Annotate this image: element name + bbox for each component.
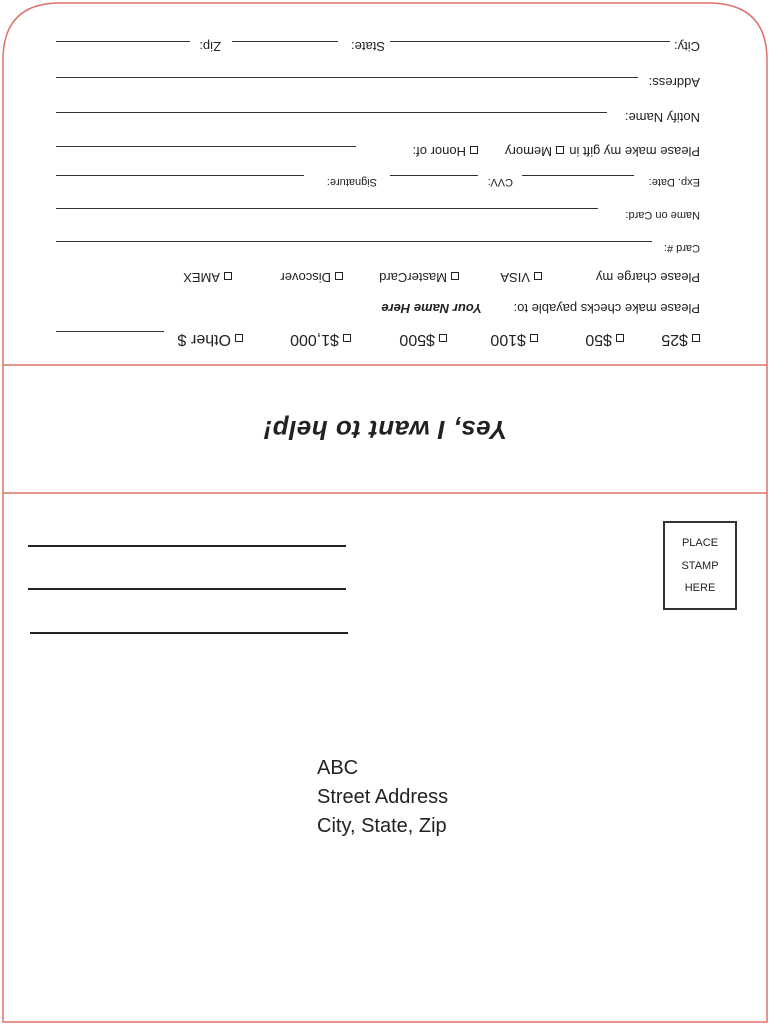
name-on-card-line[interactable] [56, 208, 598, 221]
recipient-street: Street Address [317, 786, 449, 808]
checkbox-icon[interactable] [235, 334, 243, 342]
exp-cvv-signature-row [0, 168, 770, 188]
address-label: Address: [648, 75, 700, 90]
checks-row [0, 296, 770, 316]
amount-row [0, 328, 770, 348]
checkbox-icon[interactable] [451, 272, 459, 280]
card-option-amex[interactable]: AMEX [183, 270, 232, 285]
recipient-address [317, 754, 448, 841]
checkbox-icon[interactable] [335, 272, 343, 280]
state-label: State: [351, 39, 385, 54]
payee-name: Your Name Here [381, 301, 482, 316]
card-option-discover[interactable]: Discover [280, 270, 343, 285]
city-state-zip-row [0, 34, 770, 54]
cvv-label: CVV: [487, 176, 513, 188]
checkbox-icon[interactable] [692, 334, 700, 342]
banner [0, 365, 770, 493]
notify-label: Notify Name: [624, 110, 700, 125]
gift-label: Please make my gift in [569, 144, 700, 159]
amount-option-25[interactable]: $25 [661, 330, 700, 348]
checkbox-icon[interactable] [556, 146, 564, 154]
name-on-card-label: Name on Card: [625, 209, 700, 221]
notify-row [0, 105, 770, 125]
checkbox-icon[interactable] [343, 334, 351, 342]
amount-option-100[interactable]: $100 [490, 330, 538, 348]
honor-line[interactable] [56, 146, 356, 159]
card-option-mastercard[interactable]: MasterCard [379, 270, 459, 285]
recipient-name: ABC [317, 757, 359, 779]
card-number-row [0, 234, 770, 254]
checkbox-icon[interactable] [470, 146, 478, 154]
amount-option-50[interactable]: $50 [585, 330, 624, 348]
checks-label: Please make checks payable to: [513, 301, 700, 316]
card-number-line[interactable] [56, 241, 652, 254]
city-label: City: [674, 39, 700, 54]
stamp-text-line: PLACE [681, 537, 719, 550]
address-line[interactable] [56, 77, 638, 90]
card-number-label: Card #: [663, 242, 700, 254]
city-line[interactable] [390, 41, 670, 54]
gift-row [0, 139, 770, 159]
checkbox-icon[interactable] [616, 334, 624, 342]
stamp-box [663, 521, 737, 610]
amount-option-other[interactable]: Other $ [178, 330, 243, 348]
other-amount-line[interactable] [56, 331, 164, 344]
cvv-line[interactable] [390, 175, 478, 188]
recipient-city-state-zip: City, State, Zip [317, 815, 447, 837]
signature-line[interactable] [56, 175, 304, 188]
zip-line[interactable] [56, 41, 190, 54]
amount-option-1000[interactable]: $1,000 [290, 330, 351, 348]
donation-form-flap [0, 0, 770, 365]
charge-row [0, 265, 770, 285]
address-row [0, 70, 770, 90]
honor-option[interactable]: Honor of: [413, 144, 478, 159]
state-line[interactable] [232, 41, 338, 54]
amount-option-500[interactable]: $500 [399, 330, 447, 348]
checkbox-icon[interactable] [439, 334, 447, 342]
banner-title: Yes, I want to help! [262, 414, 508, 445]
exp-date-label: Exp. Date: [648, 176, 700, 188]
signature-label: Signature: [326, 176, 377, 188]
return-address-line-1[interactable] [28, 545, 346, 547]
checkbox-icon[interactable] [530, 334, 538, 342]
card-option-visa[interactable]: VISA [500, 270, 542, 285]
zip-label: Zip: [199, 39, 221, 54]
name-on-card-row [0, 201, 770, 221]
stamp-text-line: STAMP [681, 559, 719, 572]
return-address-line-2[interactable] [28, 588, 346, 590]
memory-option[interactable]: Memory [505, 144, 564, 159]
stamp-text-line: HERE [684, 581, 716, 594]
charge-label: Please charge my [595, 270, 700, 285]
checkbox-icon[interactable] [534, 272, 542, 280]
checkbox-icon[interactable] [224, 272, 232, 280]
exp-date-line[interactable] [522, 175, 634, 188]
notify-line[interactable] [56, 112, 607, 125]
return-address-line-3[interactable] [30, 632, 348, 634]
